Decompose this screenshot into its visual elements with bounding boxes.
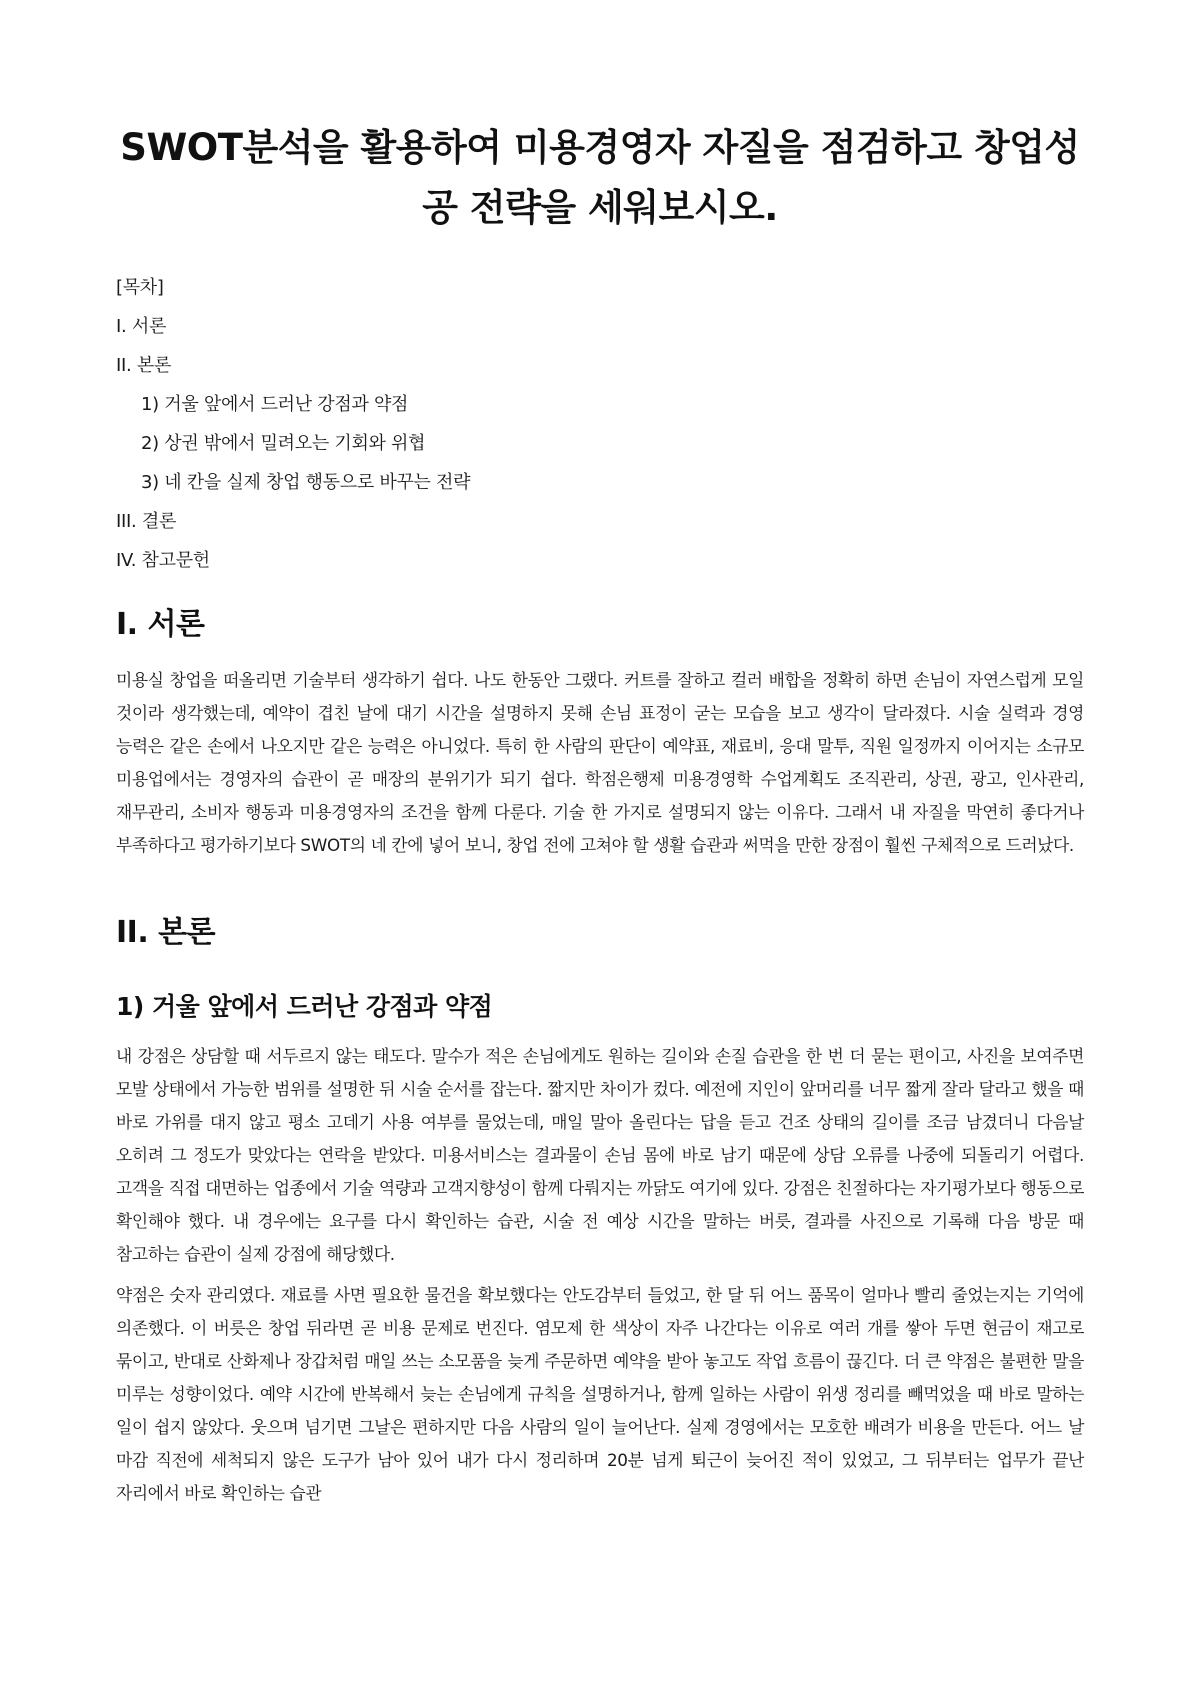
subsection-heading: 1) 거울 앞에서 드러난 강점과 약점 (116, 992, 493, 1021)
toc-item-strengths-weaknesses: 1) 거울 앞에서 드러난 강점과 약점 (141, 394, 409, 415)
section-spacer (116, 870, 1084, 894)
toc-item-body: II. 본론 (116, 355, 172, 376)
toc-item-references: IV. 참고문헌 (116, 550, 210, 571)
weaknesses-paragraph: 약점은 숫자 관리였다. 재료를 사면 필요한 물건을 확보했다는 안도감부터 들었고, 한 달 뒤 어느 품목이 얼마나 빨리 줄었는지는 기억에 의존했다. 이 버릇은 창업 뒤라면 곧 비용 문제로 번진다. 염모제 한 색상이 자주 나간다는 이유로 여러 개를 쌓아 두면 현금이 재고로 묶이고, 반대로 산화제나 장갑처럼 매일 쓰는 소모품을 늦게 주문하면 예약을 받아 놓고도 작업 흐름이 끊긴다. 더 큰 약점은 불편한 말을 미루는 성향이었다. 예약 시간에 반복해서 늦는 손님에게 규칙을 설명하거나, 함께 일하는 사람이 위생 정리를 빼먹었을 때 바로 말하는 일이 쉽지 않았다. 웃으며 넘기면 그날은 편하지만 다음 사람의 일이 늘어난다. 실제 경영에서는 모호한 배려가 비용을 만든다. 어느 날 마감 직전에 세척되지 않은 도구가 남아 있어 내가 다시 정리하며 20분 넘게 퇴근이 늦어진 적이 있었고, 그 뒤부터는 업무가 끝난 자리에서 바로 확인하는 습관 (116, 1285, 1084, 1503)
toc-item-introduction: I. 서론 (116, 316, 167, 337)
introduction-heading: I. 서론 (116, 607, 205, 642)
strengths-paragraph: 내 강점은 상담할 때 서두르지 않는 태도다. 말수가 적은 손님에게도 원하는 길이와 손질 습관을 한 번 더 묻는 편이고, 사진을 보여주면 모발 상태에서 가능한 범위를 설명한 뒤 시술 순서를 잡는다. 짧지만 차이가 컸다. 예전에 지인이 앞머리를 너무 짧게 잘라 달라고 했을 때 바로 가위를 대지 않고 평소 고데기 사용 여부를 물었는데, 매일 말아 올린다는 답을 듣고 건조 상태의 길이를 조금 남겼더니 다음날 오히려 그 정도가 맞았다는 연락을 받았다. 미용서비스는 결과물이 손님 몸에 바로 남기 때문에 상담 오류를 나중에 되돌리기 어렵다. 고객을 직접 대면하는 업종에서 기술 역량과 고객지향성이 함께 다뤄지는 까닭도 여기에 있다. 강점은 친절하다는 자기평가보다 행동으로 확인해야 했다. 내 경우에는 요구를 다시 확인하는 습관, 시술 전 예상 시간을 말하는 버릇, 결과를 사진으로 기록해 다음 방문 때 참고하는 습관이 실제 강점에 해당했다. (116, 1046, 1084, 1264)
body-section (116, 912, 1084, 1510)
subsection-strengths-weaknesses (116, 988, 1084, 1510)
toc-header: [목차] (116, 277, 164, 298)
table-of-contents (116, 268, 1084, 580)
toc-item-opportunities-threats: 2) 상권 밖에서 밀려오는 기회와 위협 (141, 433, 426, 454)
introduction-paragraph: 미용실 창업을 떠올리면 기술부터 생각하기 쉽다. 나도 한동안 그랬다. 커트를 잘하고 컬러 배합을 정확히 하면 손님이 자연스럽게 모일 것이라 생각했는데, 예약이 겹친 날에 대기 시간을 설명하지 못해 손님 표정이 굳는 모습을 보고 생각이 달라졌다. 시술 실력과 경영 능력은 같은 손에서 나오지만 같은 능력은 아니었다. 특히 한 사람의 판단이 예약표, 재료비, 응대 말투, 직원 일정까지 이어지는 소규모 미용업에서는 경영자의 습관이 곧 매장의 분위기가 되기 쉽다. 학점은행제 미용경영학 수업계획도 조직관리, 상권, 광고, 인사관리, 재무관리, 소비자 행동과 미용경영자의 조건을 함께 다룬다. 기술 한 가지로 설명되지 않는 이유다. 그래서 내 자질을 막연히 좋다거나 부족하다고 평가하기보다 SWOT의 네 칸에 넣어 보니, 창업 전에 고쳐야 할 생활 습관과 써먹을 만한 장점이 훨씬 구체적으로 드러났다. (116, 670, 1084, 855)
toc-item-conclusion: III. 결론 (116, 511, 177, 532)
body-heading: II. 본론 (116, 915, 216, 950)
document-title: SWOT분석을 활용하여 미용경영자 자질을 점검하고 창업성공 전략을 세워보시오. (120, 126, 1080, 229)
toc-item-strategy: 3) 네 칸을 실제 창업 행동으로 바꾸는 전략 (141, 472, 471, 493)
introduction-section (116, 604, 1084, 862)
